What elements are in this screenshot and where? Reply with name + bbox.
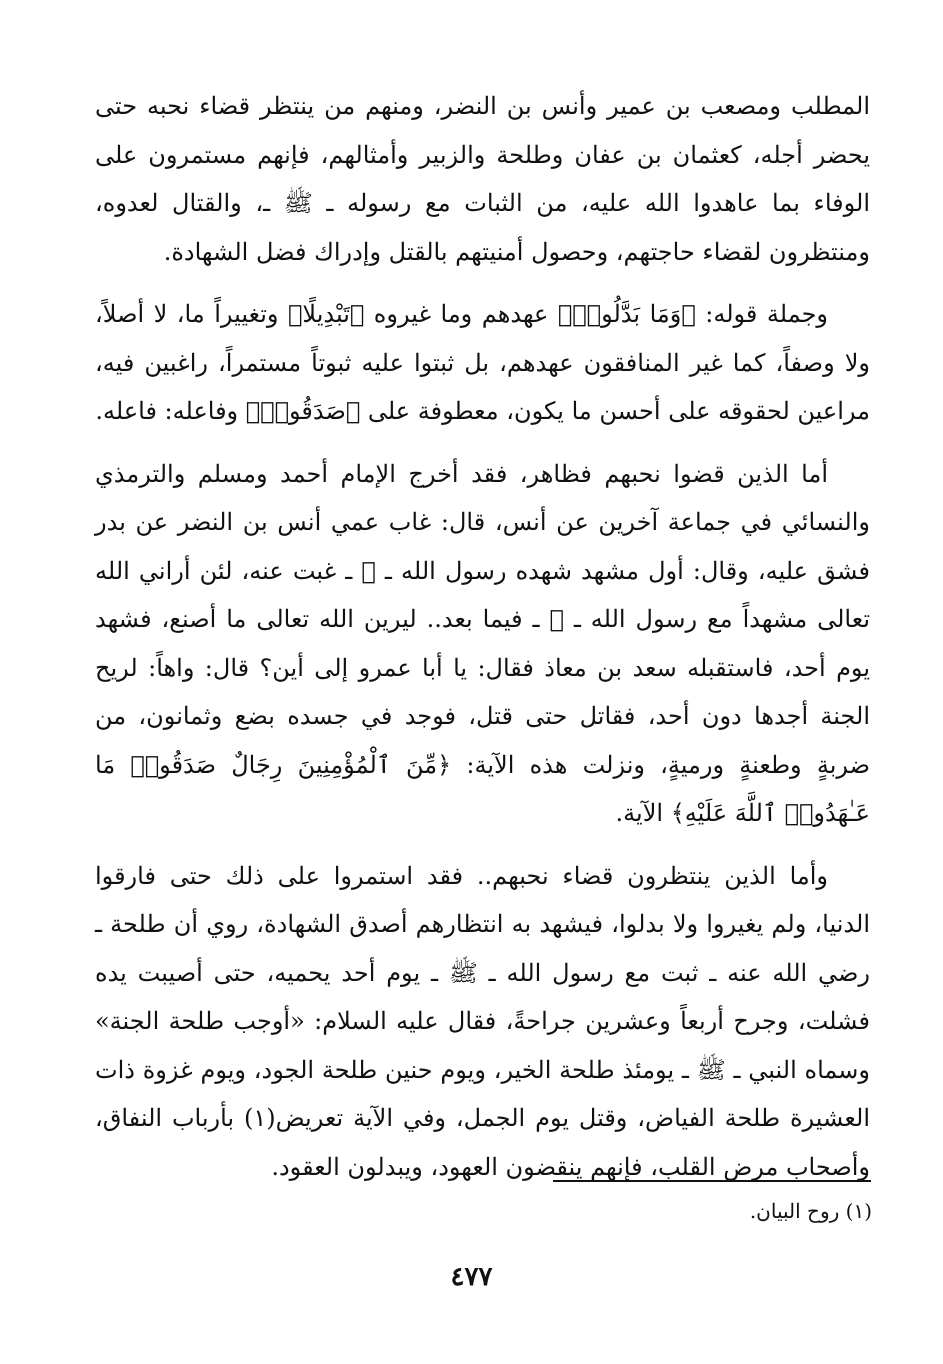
paragraph-3: أما الذين قضوا نحبهم فظاهر، فقد أخرج الإمام أحمد ومسلم والترمذي والنسائي في جماعة آخرين عن أنس، قال: غاب عمي أنس بن النضر عن بدر فشق عليه، وقال: أول مشهد شهده رسول الله ـ ﷺ ـ غبت عنه، لئن أراني الله تعالى مشهداً مع رسول الله ـ ﷺ ـ فيما بعد.. ليرين الله تعالى ما أصنع، فشهد يوم أحد، فاستقبله سعد بن معاذ فقال: يا أبا عمرو إلى أين؟ قال: واهاً: لريح الجنة أجدها دون أحد، فقاتل حتى قتل، فوجد في جسده بضع وثمانون، من ضربةٍ وطعنةٍ ورميةٍ، ونزلت هذه الآية: ﴿مِّنَ ٱلْمُؤْمِنِينَ رِجَالٌ صَدَقُوا۟ مَا عَـٰهَدُوا۟ ٱللَّهَ عَلَيْهِ﴾ الآية. (95, 459, 870, 827)
paragraph-4: وأما الذين ينتظرون قضاء نحبهم.. فقد استمروا على ذلك حتى فارقوا الدنيا، ولم يغيروا ولا بدلوا، فيشهد به انتظارهم أصدق الشهادة، روي أن طلحة ـ رضي الله عنه ـ ثبت مع رسول الله ـ ﷺ ـ يوم أحد يحميه، حتى أصيبت يده فشلت، وجرح أربعاً وعشرين جراحةً، فقال عليه السلام: «أوجب طلحة الجنة» وسماه النبي ـ ﷺ ـ يومئذ طلحة الخير، ويوم حنين طلحة الجود، ويوم غزوة ذات العشيرة طلحة الفياض، وقتل يوم الجمل، وفي الآية تعريض(١) بأرباب النفاق، وأصحاب مرض القلب، فإنهم ينقضون العهود، ويبدلون العقود. (95, 861, 870, 1181)
footnote-divider (553, 1180, 871, 1182)
page-number: ٤٧٧ (450, 1262, 493, 1292)
paragraph-2: وجملة قوله: ﴿وَمَا بَدَّلُوا۟﴾ عهدهم وما غيروه ﴿تَبْدِيلًا﴾ وتغييراً ما، لا أصلاً، ولا وصفاً، كما غير المنافقون عهدهم، بل ثبتوا عليه ثبوتاً مستمراً، راغبين فيه، مراعين لحقوقه على أحسن ما يكون، معطوفة على ﴿صَدَقُوا۟﴾ وفاعله: فاعله. (95, 300, 870, 425)
body-text (95, 82, 870, 1191)
footnote: (١) روح البيان. (749, 1199, 872, 1223)
paragraph-1: المطلب ومصعب بن عمير وأنس بن النضر، ومنهم من ينتظر قضاء نحبه حتى يحضر أجله، كعثمان بن عفان وطلحة والزبير وأمثالهم، فإنهم مستمرون على الوفاء بما عاهدوا الله عليه، من الثبات مع رسوله ـ ﷺ ـ، والقتال لعدوه، ومنتظرون لقضاء حاجتهم، وحصول أمنيتهم بالقتل وإدراك فضل الشهادة. (95, 92, 870, 266)
